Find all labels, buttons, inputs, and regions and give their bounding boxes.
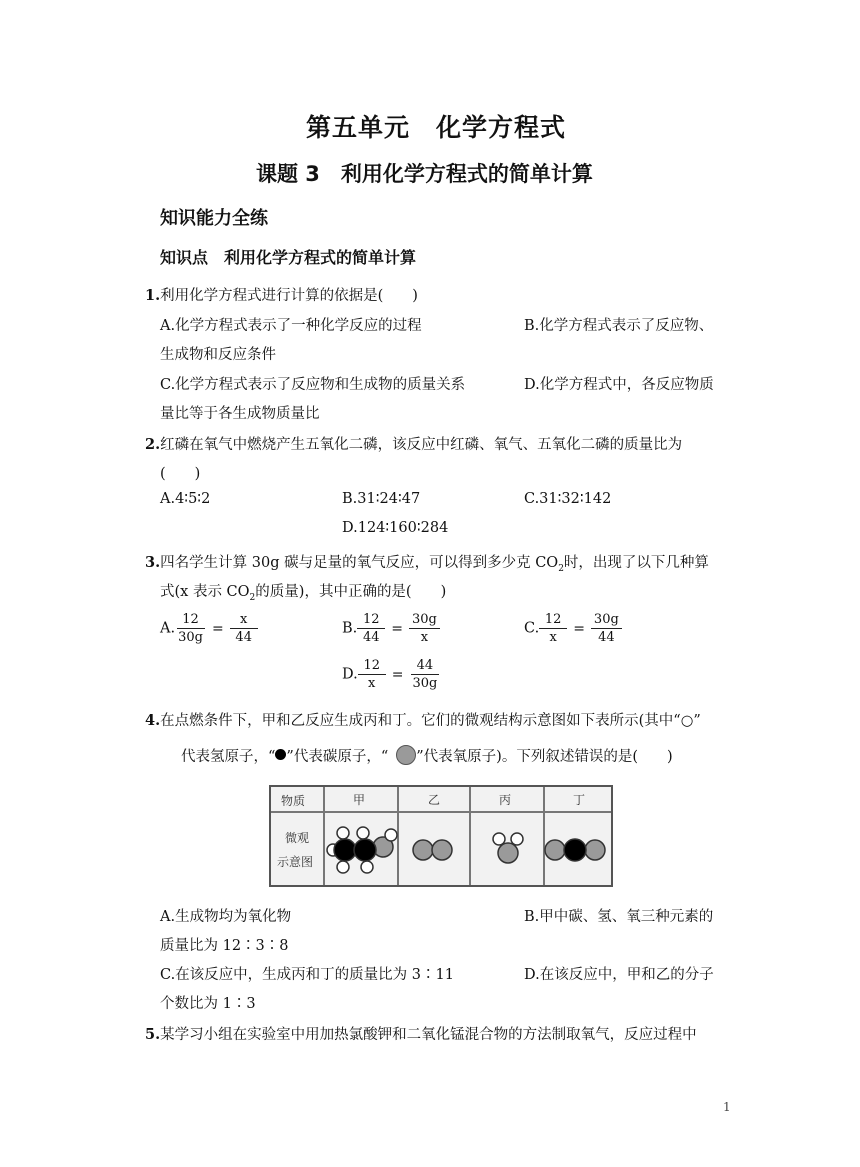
question-2-stem: 2.红磷在氧气中燃烧产生五氧化二磷，该反应中红磷、氧气、五氧化二磷的质量比为 [145, 436, 683, 453]
question-4-stem: 4.在点燃条件下，甲和乙反应生成丙和丁。它们的微观结构示意图如下表所示(其中“○” [145, 712, 701, 729]
table-col-ding: 丁 [573, 793, 586, 807]
question-1-option-b-cont: 生成物和反应条件 [160, 347, 276, 363]
molecule-bing [493, 833, 523, 863]
question-2-option-a: A.4∶5∶2 [160, 491, 211, 507]
table-row-label-2: 示意图 [277, 855, 314, 869]
question-1-option-a: A.化学方程式表示了一种化学反应的过程 [160, 318, 422, 334]
table-col-yi: 乙 [428, 793, 441, 807]
question-2-option-d: D.124∶160∶284 [342, 520, 449, 536]
table-col-jia: 甲 [353, 793, 366, 807]
question-1-option-d-cont: 量比等于各生成物质量比 [160, 406, 320, 422]
oxygen-atom-icon [396, 745, 416, 765]
knowledge-point-heading: 知识点 利用化学方程式的简单计算 [160, 248, 417, 267]
molecule-jia [327, 827, 397, 873]
page-number: 1 [723, 1100, 731, 1114]
question-2-option-b: B.31∶24∶47 [342, 491, 421, 507]
molecule-table [269, 785, 613, 887]
question-4-stem-cont: 代表氢原子，“ ”代表碳原子，“ ”代表氧原子)。下列叙述错误的是( ) [181, 745, 673, 766]
question-1-stem: 1.利用化学方程式进行计算的依据是( ) [145, 287, 418, 304]
question-1-option-b: B.化学方程式表示了反应物、 [524, 318, 714, 334]
molecule-ding [545, 839, 605, 861]
question-3-stem: 3.四名学生计算 30g 碳与足量的氧气反应，可以得到多少克 $CO_2$时，出现了以下几种算 [145, 554, 709, 574]
question-4-option-b: B.甲中碳、氢、氧三种元素的 [524, 909, 714, 925]
question-3-option-b: B. $\frac{12}{44}$ = $\frac{30g}{x}$ [342, 611, 440, 646]
question-3-option-a: A. $\frac{12}{30g}$ = $\frac{x}{44}$ [160, 611, 258, 646]
question-4-option-d: D.在该反应中，甲和乙的分子 [524, 967, 714, 983]
question-3-stem-cont: 式(x 表示 $CO_2$的质量)，其中正确的是( ) [160, 584, 447, 603]
table-header-label: 物质 [281, 794, 306, 808]
unit-title: 第五单元 化学方程式 [306, 113, 567, 142]
question-2-option-c: C.31∶32∶142 [524, 491, 612, 507]
molecule-yi [413, 840, 452, 860]
question-2-stem-cont: ( ) [160, 466, 201, 482]
question-5-stem: 5.某学习小组在实验室中用加热氯酸钾和二氧化锰混合物的方法制取氧气，反应过程中 [145, 1026, 697, 1043]
question-4-option-a: A.生成物均为氧化物 [160, 909, 292, 925]
question-4-option-d-cont: 个数比为 1∶3 [160, 996, 256, 1012]
question-3-option-d: D. $\frac{12}{x}$ = $\frac{44}{30g}$ [342, 658, 438, 691]
lesson-title: 课题 3 利用化学方程式的简单计算 [256, 162, 593, 186]
molecule-diagrams [271, 787, 611, 885]
section-heading: 知识能力全练 [160, 208, 268, 229]
question-1-option-c: C.化学方程式表示了反应物和生成物的质量关系 [160, 377, 466, 393]
question-4-option-b-cont: 质量比为 12∶3∶8 [160, 938, 289, 954]
carbon-atom-icon [275, 749, 286, 760]
question-4-option-c: C.在该反应中，生成丙和丁的质量比为 3∶11 [160, 967, 454, 983]
question-3-option-c: C. $\frac{12}{x}$ = $\frac{30g}{44}$ [524, 611, 622, 646]
table-col-bing: 丙 [499, 793, 512, 807]
table-row-label-1: 微观 [285, 831, 310, 845]
question-1-option-d: D.化学方程式中，各反应物质 [524, 377, 714, 393]
